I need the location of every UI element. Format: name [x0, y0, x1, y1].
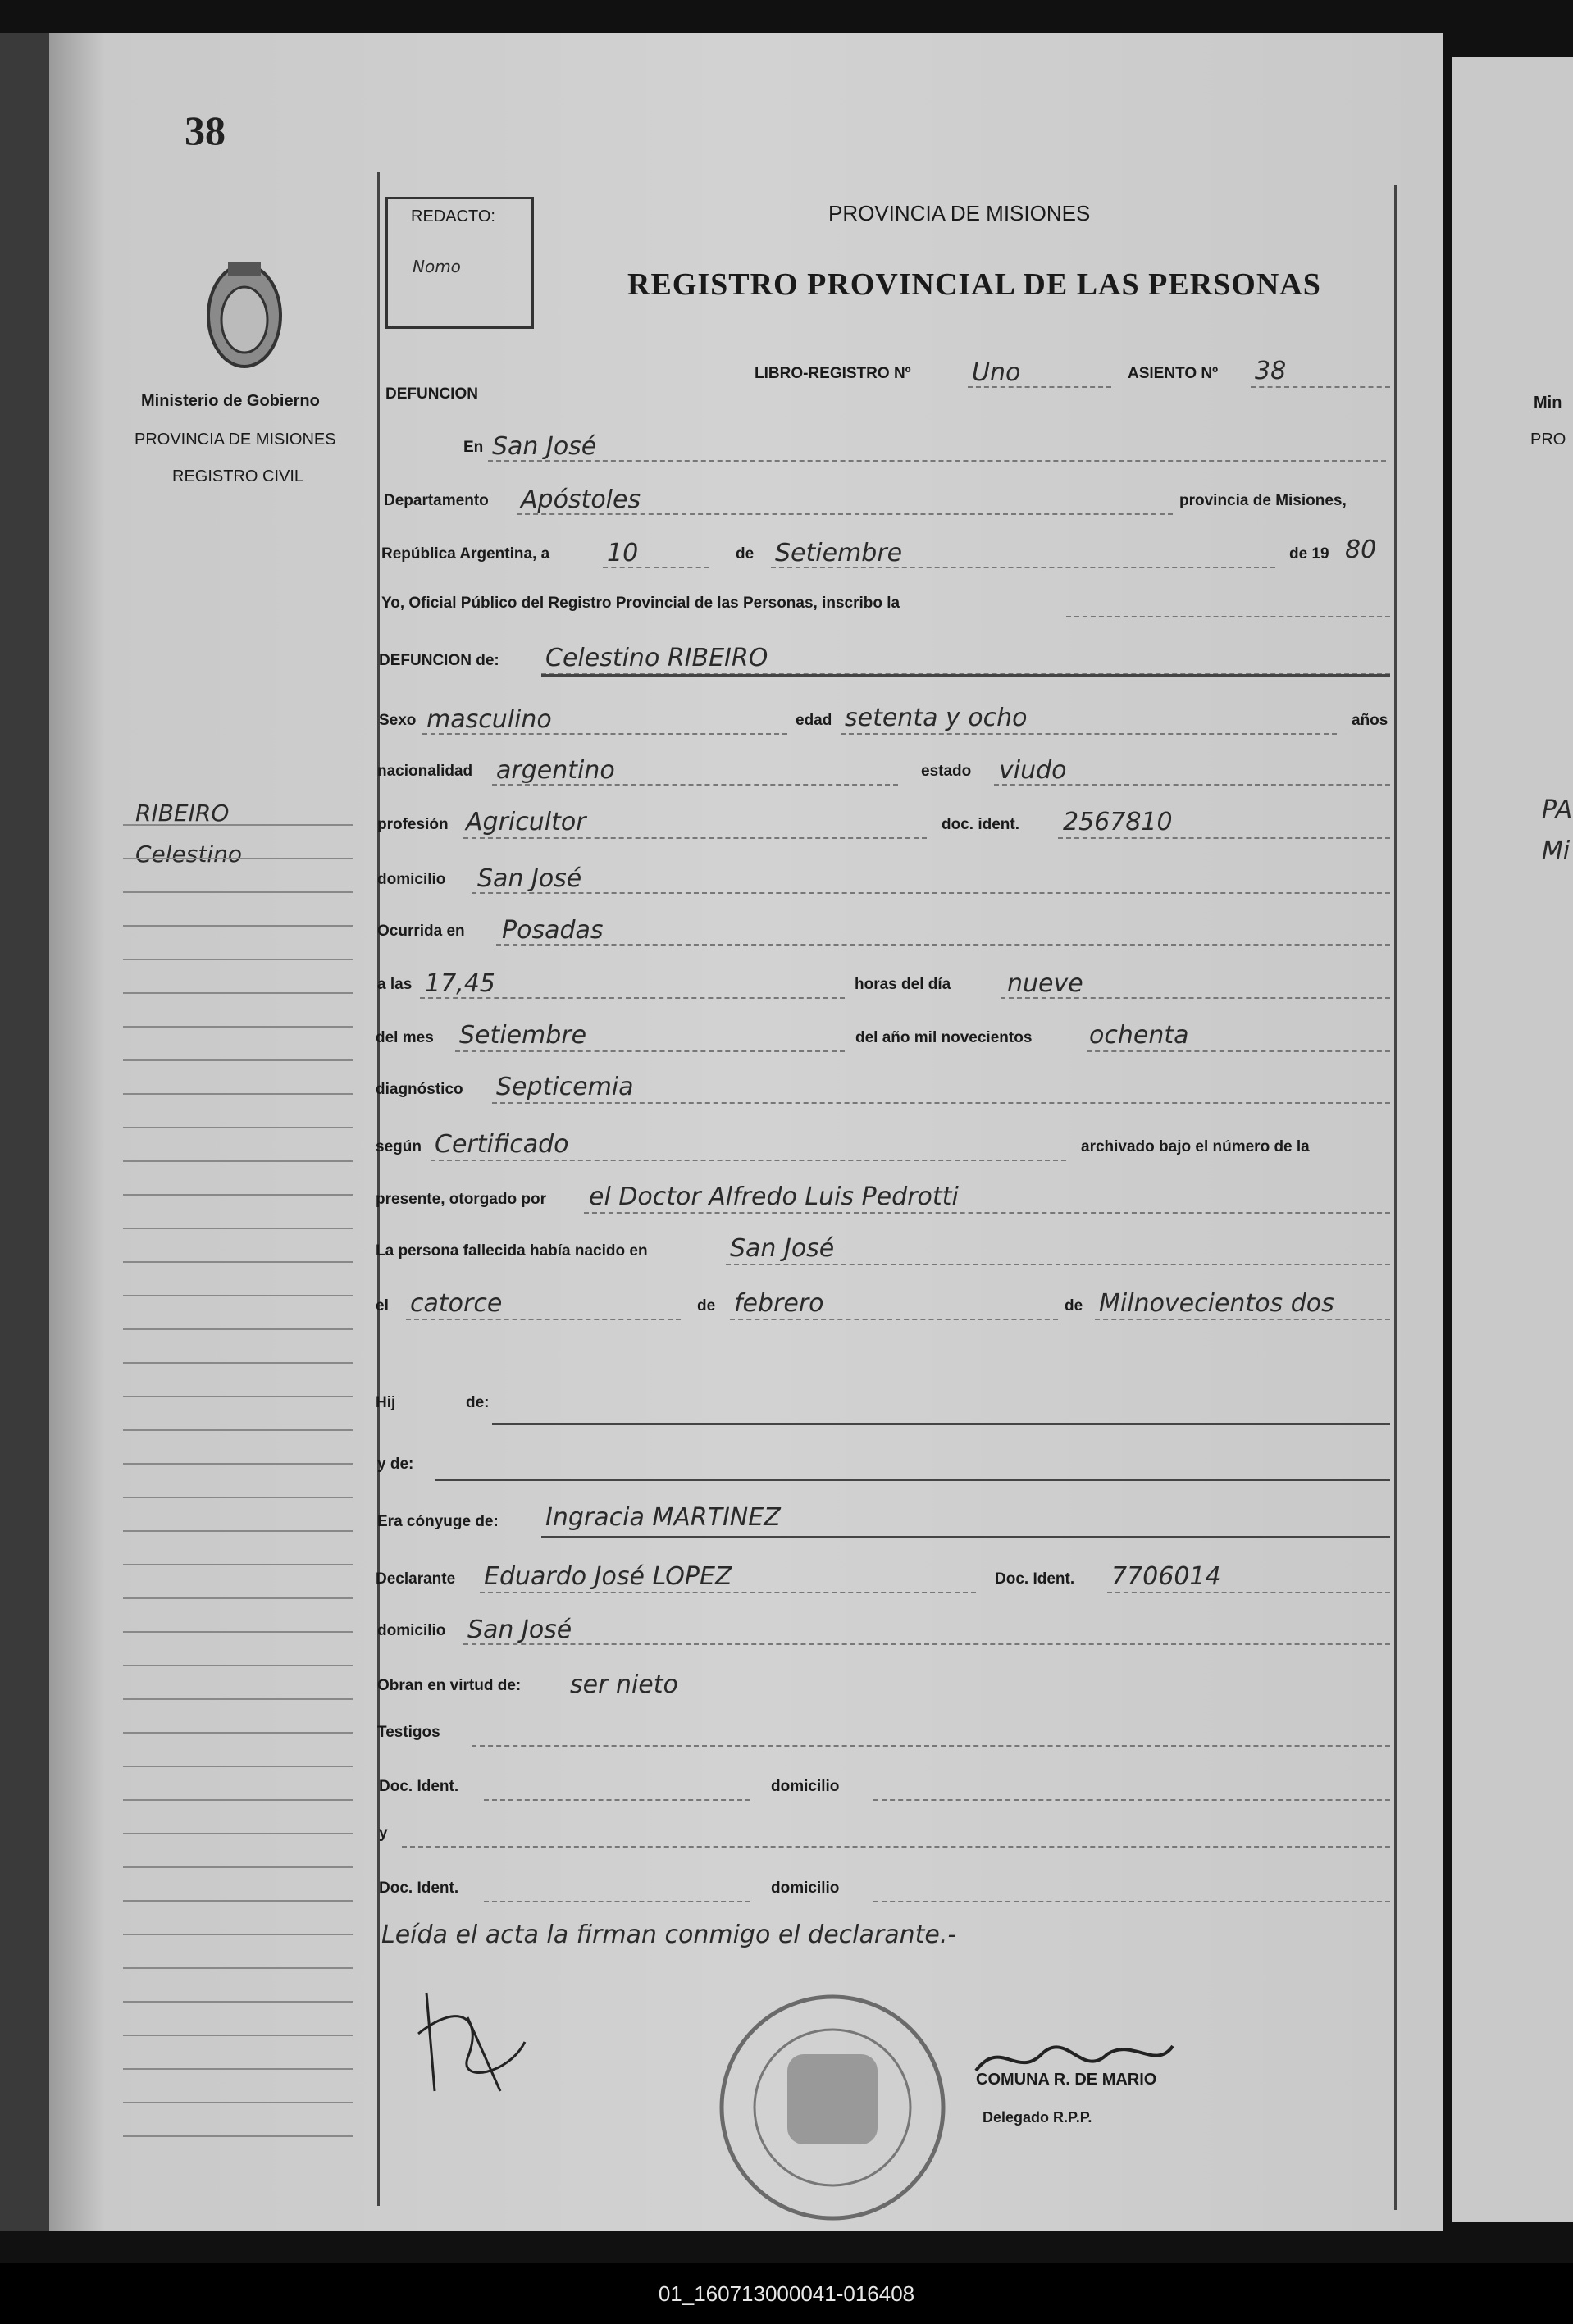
margin-rule: [123, 1732, 353, 1734]
margin-rule: [123, 1059, 353, 1061]
labels-defuncion: DEFUNCION: [385, 385, 478, 403]
form-rule: [480, 1592, 976, 1593]
labels-doc-ident3: Doc. Ident.: [379, 1778, 459, 1795]
form-rule: [406, 1319, 681, 1320]
values-hora: 17,45: [425, 969, 495, 998]
labels-del-mes: del mes: [376, 1029, 434, 1046]
coat-of-arms-icon: [195, 254, 294, 377]
margin-rule: [123, 1127, 353, 1128]
form-rule: [488, 460, 1386, 462]
labels-declarante: Declarante: [376, 1570, 456, 1588]
registry-title: REGISTRO PROVINCIAL DE LAS PERSONAS: [627, 267, 1321, 302]
form-rule: [730, 1319, 1058, 1320]
labels-ocurrida: Ocurrida en: [377, 923, 465, 940]
values-dia: 10: [607, 539, 639, 567]
form-rule: [1251, 386, 1390, 388]
labels-doc-ident: doc. ident.: [942, 816, 1019, 833]
values-departamento: Apóstoles: [521, 485, 641, 514]
margin-rule: [123, 2135, 353, 2137]
labels-del-ano: del año mil novecientos: [855, 1029, 1033, 1046]
margin-rule: [123, 1362, 353, 1364]
redacto-box: [385, 197, 534, 329]
labels-profesion: profesión: [377, 816, 449, 833]
margin-rule: [123, 1396, 353, 1397]
official-name: COMUNA R. DE MARIO: [976, 2071, 1157, 2089]
form-solid-rule: [541, 1536, 1390, 1538]
margin-rule: [123, 1463, 353, 1465]
labels-hij-de: de:: [466, 1394, 490, 1411]
labels-el: el: [376, 1297, 389, 1315]
margin-rule: [123, 2001, 353, 2003]
margin-rule: [123, 1833, 353, 1834]
right-border: [1394, 185, 1397, 2210]
margin-rule: [123, 1934, 353, 1935]
values-libro: Uno: [972, 358, 1021, 387]
values-domicilio: San José: [477, 864, 582, 893]
values-sexo: masculino: [426, 705, 552, 734]
margin-rule: [123, 925, 353, 927]
labels-doc-ident4: Doc. Ident.: [379, 1880, 459, 1897]
province-label: PROVINCIA DE MISIONES: [135, 431, 336, 449]
labels-libro: LIBRO-REGISTRO Nº: [755, 365, 911, 382]
facing-province-fragment: PRO: [1530, 431, 1566, 449]
labels-y-de: y de:: [377, 1456, 414, 1473]
margin-rule: [123, 1228, 353, 1229]
labels-segun: según: [376, 1138, 422, 1155]
form-rule: [1107, 1592, 1390, 1593]
margin-rule: [123, 1026, 353, 1028]
form-rule: [492, 1102, 1390, 1104]
form-rule: [873, 1901, 1390, 1902]
labels-conyuge: Era cónyuge de:: [377, 1513, 499, 1530]
book-spine: [0, 33, 49, 2231]
labels-y: y: [379, 1825, 388, 1842]
margin-rule: [123, 1160, 353, 1162]
labels-departamento: Departamento: [384, 492, 489, 509]
values-otorgado: el Doctor Alfredo Luis Pedrotti: [589, 1183, 959, 1211]
ministry-label: Ministerio de Gobierno: [141, 392, 320, 410]
margin-rule: [123, 1564, 353, 1565]
form-rule: [1066, 616, 1390, 617]
official-seal: [709, 1985, 955, 2231]
labels-hij: Hij: [376, 1394, 396, 1411]
values-doc-ident: 2567810: [1063, 808, 1173, 836]
form-rule: [841, 733, 1337, 735]
labels-estado: estado: [921, 763, 972, 780]
values-declarante-domicilio: San José: [467, 1615, 572, 1644]
margin-rule: [123, 1866, 353, 1868]
labels-de1: de: [736, 545, 755, 563]
form-rule: [484, 1901, 750, 1902]
margin-rule: [123, 1295, 353, 1296]
form-rule: [463, 837, 927, 839]
values-declarante: Eduardo José LOPEZ: [484, 1562, 732, 1591]
margin-rule: [123, 992, 353, 994]
labels-obran: Obran en virtud de:: [377, 1677, 522, 1694]
labels-sexo: Sexo: [379, 712, 417, 729]
form-rule: [463, 1643, 1390, 1645]
labels-presente: presente, otorgado por: [376, 1191, 546, 1208]
facing-margin-2: Mi: [1542, 836, 1571, 865]
labels-horas: horas del día: [855, 976, 951, 993]
labels-republica: República Argentina, a: [381, 545, 550, 563]
values-estado: viudo: [999, 756, 1067, 785]
values-obran: ser nieto: [570, 1670, 678, 1699]
values-mes-muerte: Setiembre: [459, 1021, 587, 1050]
form-solid-rule: [492, 1423, 1390, 1425]
form-rule: [455, 1050, 845, 1052]
labels-en: En: [463, 439, 484, 456]
image-id-footer: 01_160713000041-016408: [0, 2263, 1573, 2324]
labels-domicilio3: domicilio: [771, 1778, 840, 1795]
form-rule: [873, 1799, 1390, 1801]
margin-rule: [123, 1093, 353, 1095]
margin-rule: [123, 1261, 353, 1263]
form-rule: [402, 1846, 1390, 1848]
redacto-label: REDACTO:: [411, 207, 495, 226]
declarant-signature: [410, 1968, 533, 2108]
values-dia-muerte: nueve: [1007, 969, 1083, 998]
labels-nacionalidad: nacionalidad: [377, 763, 473, 780]
margin-rule: [123, 824, 353, 826]
labels-nacido: La persona fallecida había nacido en: [376, 1242, 648, 1260]
margin-rule: [123, 2068, 353, 2070]
values-nac-dia: catorce: [410, 1289, 503, 1318]
values-asiento: 38: [1255, 357, 1287, 385]
form-rule: [496, 944, 1390, 946]
margin-rule: [123, 1900, 353, 1902]
registry-label: REGISTRO CIVIL: [172, 467, 304, 485]
margin-rule: [123, 1631, 353, 1633]
margin-rule: [123, 858, 353, 859]
labels-domicilio4: domicilio: [771, 1880, 840, 1897]
facing-page: [1452, 57, 1573, 2222]
margin-rule: [123, 1497, 353, 1498]
margin-rule: [123, 891, 353, 893]
values-edad: setenta y ocho: [845, 704, 1028, 732]
labels-domicilio2: domicilio: [377, 1622, 446, 1639]
form-rule: [472, 892, 1390, 894]
values-en: San José: [492, 432, 597, 461]
values-nacido-en: San José: [730, 1234, 835, 1263]
official-role: Delegado R.P.P.: [983, 2109, 1092, 2126]
labels-de3: de: [697, 1297, 716, 1315]
values-segun: Certificado: [435, 1130, 569, 1159]
labels-oficial: Yo, Oficial Público del Registro Provincial de las Personas, inscribo la: [381, 595, 900, 612]
margin-rule: [123, 2035, 353, 2036]
labels-doc-ident2: Doc. Ident.: [995, 1570, 1075, 1588]
labels-edad: edad: [796, 712, 832, 729]
labels-domicilio: domicilio: [377, 871, 446, 888]
form-rule: [584, 1212, 1390, 1214]
values-nac-mes: febrero: [734, 1289, 824, 1318]
values-ano: 80: [1345, 535, 1377, 564]
margin-rule: [123, 1429, 353, 1431]
values-nac-ano: Milnovecientos dos: [1099, 1289, 1334, 1318]
labels-defuncion-de: DEFUNCION de:: [379, 652, 499, 669]
margin-name: Celestino: [135, 841, 243, 868]
margin-rule: [123, 1698, 353, 1700]
margin-rule: [123, 1967, 353, 1969]
margin-rule: [123, 2102, 353, 2103]
margin-rule: [123, 1799, 353, 1801]
margin-rule: [123, 959, 353, 960]
values-conyuge: Ingracia MARTINEZ: [545, 1503, 781, 1532]
labels-asiento: ASIENTO Nº: [1128, 365, 1219, 382]
values-nacionalidad: argentino: [496, 756, 615, 785]
facing-margin-1: PA: [1542, 795, 1573, 824]
margin-rule: [123, 1597, 353, 1599]
margin-rule: [123, 1328, 353, 1330]
margin-surname: RIBEIRO: [135, 800, 230, 827]
labels-testigos: Testigos: [377, 1724, 440, 1741]
form-rule: [726, 1264, 1390, 1265]
labels-archivado: archivado bajo el número de la: [1081, 1138, 1310, 1155]
province-title: PROVINCIA DE MISIONES: [828, 201, 1091, 226]
values-declarante-doc: 7706014: [1111, 1562, 1221, 1591]
margin-rule: [123, 1194, 353, 1196]
form-rule: [1058, 837, 1390, 839]
values-ano-muerte: ochenta: [1089, 1021, 1189, 1050]
labels-provincia: provincia de Misiones,: [1179, 492, 1347, 509]
values-nombre: Celestino RIBEIRO: [545, 644, 768, 672]
form-rule: [484, 1799, 750, 1801]
redacto-value: Nomo: [413, 257, 461, 276]
form-solid-rule: [435, 1479, 1390, 1481]
margin-rule: [123, 1665, 353, 1666]
values-ocurrida: Posadas: [502, 916, 604, 945]
margin-rule: [123, 1530, 353, 1532]
values-diagnostico: Septicemia: [496, 1073, 634, 1101]
page-number: 38: [185, 107, 226, 153]
page-divider: [377, 172, 380, 2206]
facing-ministry-fragment: Min: [1534, 394, 1562, 412]
values-mes: Setiembre: [775, 539, 903, 567]
form-rule: [431, 1160, 1066, 1161]
labels-diagnostico: diagnóstico: [376, 1081, 463, 1098]
labels-de2: de 19: [1289, 545, 1329, 563]
values-cierre: Leída el acta la firman conmigo el declarante.-: [381, 1921, 957, 1949]
labels-a-las: a las: [377, 976, 413, 993]
values-profesion: Agricultor: [466, 808, 586, 836]
labels-de4: de: [1065, 1297, 1083, 1315]
form-rule: [472, 1745, 1390, 1747]
labels-anos: años: [1352, 712, 1388, 729]
form-rule: [1095, 1319, 1390, 1320]
form-rule: [1087, 1050, 1390, 1052]
margin-rule: [123, 1766, 353, 1767]
form-solid-rule: [541, 674, 1390, 677]
